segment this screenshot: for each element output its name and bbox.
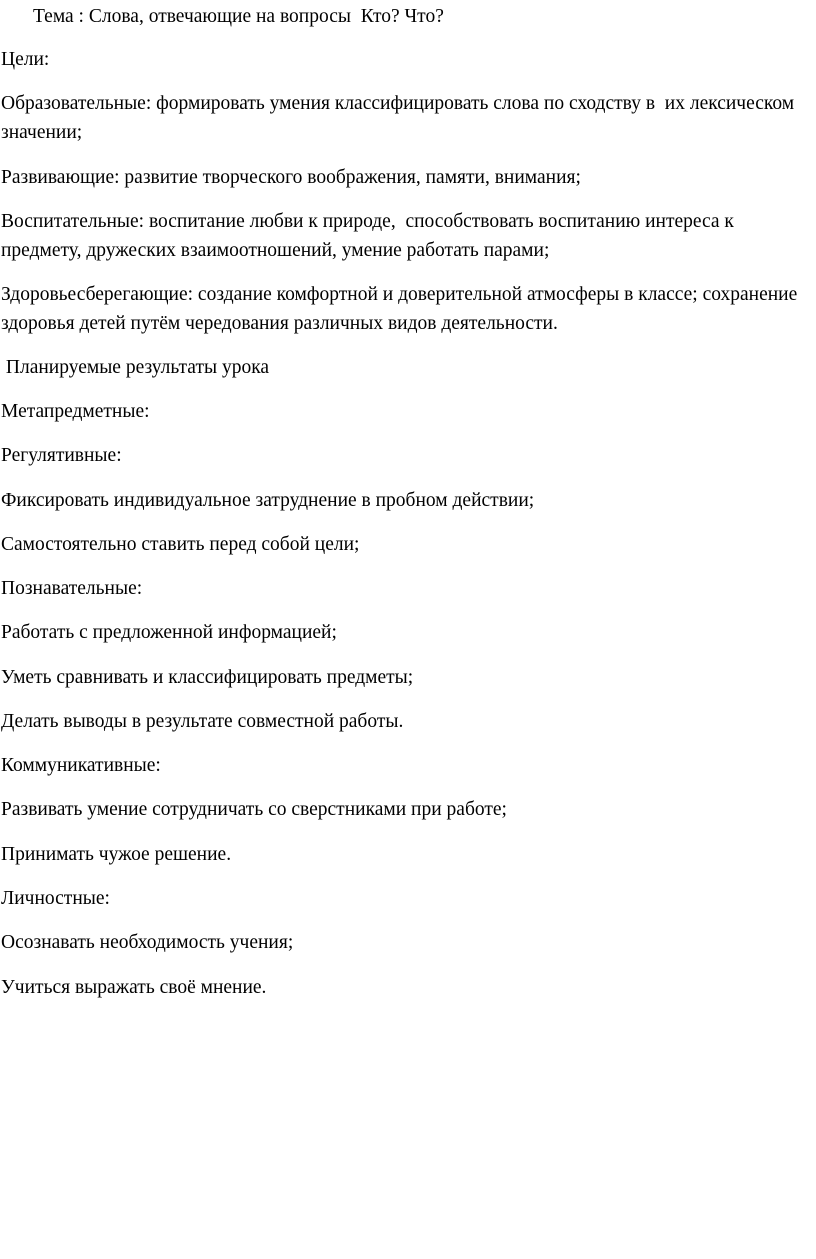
metasubject-heading: Метапредметные: bbox=[1, 401, 150, 422]
lesson-topic: Тема : Слова, отвечающие на вопросы Кто? Что? bbox=[33, 6, 444, 27]
communicative-item: Развивать умение сотрудничать со сверстниками при работе; bbox=[1, 799, 507, 820]
cognitive-heading: Познавательные: bbox=[1, 578, 143, 599]
personal-item: Осознавать необходимость учения; bbox=[1, 932, 294, 953]
cognitive-item: Уметь сравнивать и классифицировать предметы; bbox=[1, 667, 414, 688]
results-heading: Планируемые результаты урока bbox=[1, 357, 270, 378]
communicative-heading: Коммуникативные: bbox=[1, 755, 161, 776]
goal-developing: Развивающие: развитие творческого воображения, памяти, внимания; bbox=[1, 167, 581, 188]
goal-health: Здоровьесберегающие: создание комфортной и доверительной атмосферы в классе; сохранение здоровья детей путём чередования различных видов деятельности. bbox=[1, 284, 803, 334]
cognitive-item: Работать с предложенной информацией; bbox=[1, 622, 337, 643]
regulatory-item: Фиксировать индивидуальное затруднение в пробном действии; bbox=[1, 490, 535, 511]
regulatory-heading: Регулятивные: bbox=[1, 445, 122, 466]
goals-heading: Цели: bbox=[1, 49, 50, 70]
goal-educational: Образовательные: формировать умения классифицировать слова по сходству в их лексическом значении; bbox=[1, 93, 799, 143]
cognitive-item: Делать выводы в результате совместной работы. bbox=[1, 711, 404, 732]
personal-item: Учиться выражать своё мнение. bbox=[1, 977, 267, 998]
communicative-item: Принимать чужое решение. bbox=[1, 844, 232, 865]
regulatory-item: Самостоятельно ставить перед собой цели; bbox=[1, 534, 360, 555]
personal-heading: Личностные: bbox=[1, 888, 110, 909]
goal-upbringing: Воспитательные: воспитание любви к природе, способствовать воспитанию интереса к предмету, дружеских взаимоотношений, умение работать парами; bbox=[1, 211, 739, 261]
